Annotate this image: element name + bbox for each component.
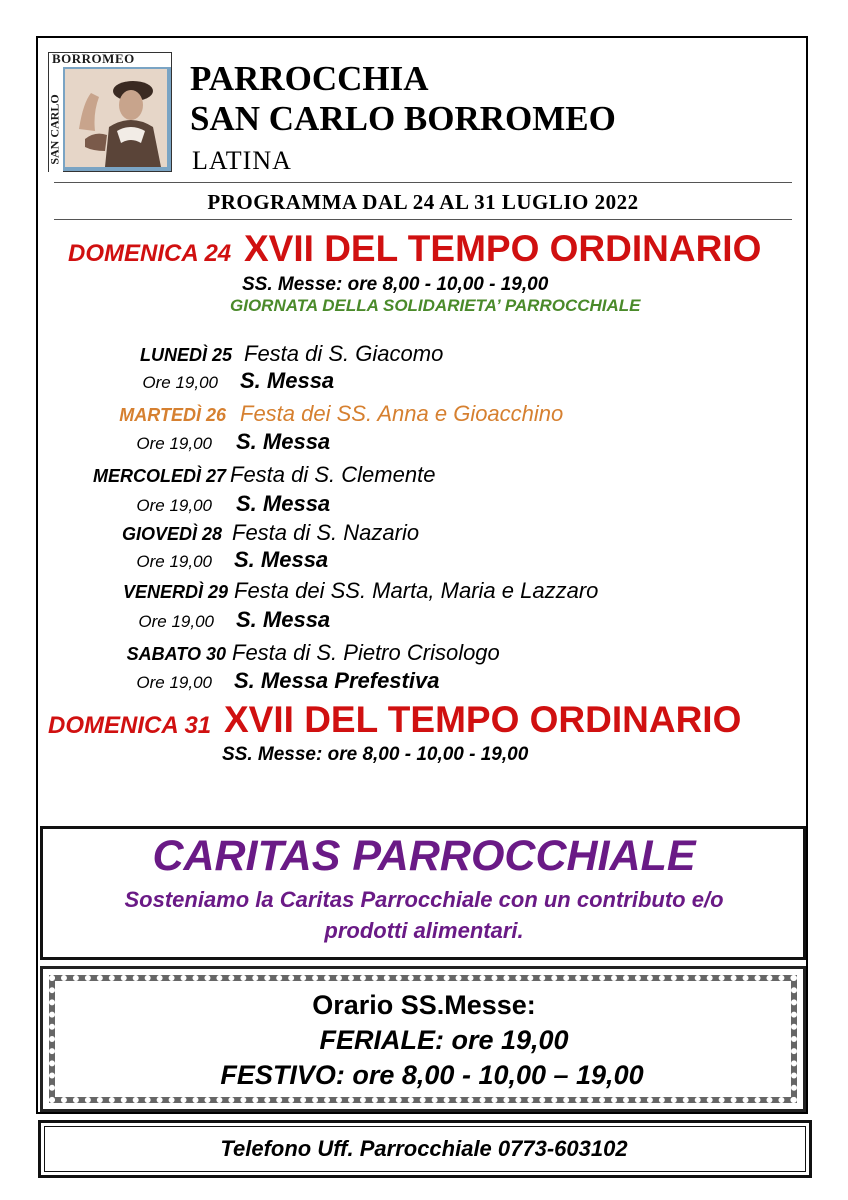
mass-time: Ore 19,00	[136, 552, 212, 571]
saint-portrait-drawing	[65, 69, 167, 167]
logo-word-side: SAN CARLO	[47, 94, 62, 165]
day-label: SABATO 30	[126, 644, 226, 664]
sunday-31-title: XVII DEL TEMPO ORDINARIO	[224, 699, 742, 740]
schedule-holiday: FESTIVO: ore 8,00 - 10,00 – 19,00	[220, 1060, 644, 1090]
sunday-31-masses: SS. Messe: ore 8,00 - 10,00 - 19,00	[222, 744, 529, 765]
schedule-weekday: FERIALE: ore 19,00	[319, 1025, 569, 1055]
caritas-text	[60, 884, 788, 946]
feast-name: Festa di S. Pietro Crisologo	[232, 640, 500, 665]
solidarity-day-note: GIORNATA DELLA SOLIDARIETA’ PARROCCHIALE	[230, 296, 641, 315]
header-city: LATINA	[192, 146, 292, 175]
header-parish-name: SAN CARLO BORROMEO	[190, 99, 616, 138]
mass-time: Ore 19,00	[136, 434, 212, 453]
day-label: VENERDÌ 29	[122, 582, 228, 602]
saint-portrait	[65, 69, 167, 167]
sunday-31-day: DOMENICA 31	[48, 712, 212, 739]
mass-time: Ore 19,00	[138, 612, 214, 631]
mass-time: Ore 19,00	[142, 373, 218, 392]
mass-time: Ore 19,00	[136, 673, 212, 692]
divider-bottom	[54, 219, 792, 220]
day-label: MERCOLEDÌ 27	[92, 466, 226, 486]
parish-phone: Telefono Uff. Parrocchiale 0773-603102	[220, 1136, 628, 1161]
mass-label: S. Messa	[236, 429, 331, 454]
mass-label: S. Messa	[236, 607, 331, 632]
feast-name: Festa di S. Nazario	[232, 520, 420, 545]
program-heading: PROGRAMMA DAL 24 AL 31 LUGLIO 2022	[207, 190, 639, 214]
day-label: LUNEDÌ 25	[139, 345, 232, 365]
sunday-24-masses: SS. Messe: ore 8,00 - 10,00 - 19,00	[242, 274, 549, 295]
caritas-title: CARITAS PARROCCHIALE	[152, 832, 696, 880]
feast-name: Festa dei SS. Anna e Gioacchino	[240, 401, 564, 426]
feast-name: Festa di S. Giacomo	[244, 341, 444, 366]
mass-label: S. Messa	[240, 368, 335, 393]
mass-time: Ore 19,00	[136, 496, 212, 515]
feast-name: Festa dei SS. Marta, Maria e Lazzaro	[234, 578, 599, 603]
parish-logo	[48, 52, 172, 172]
sunday-24-title: XVII DEL TEMPO ORDINARIO	[244, 228, 762, 269]
logo-word-top: BORROMEO	[52, 51, 135, 66]
caritas-text-line2: prodotti alimentari.	[324, 918, 524, 943]
mass-label: S. Messa	[234, 547, 329, 572]
sunday-24-day: DOMENICA 24	[68, 240, 232, 267]
mass-label: S. Messa Prefestiva	[234, 668, 440, 693]
day-label: MARTEDÌ 26	[119, 405, 226, 425]
header-parish: PARROCCHIA	[190, 59, 429, 98]
mass-label: S. Messa	[236, 491, 331, 516]
caritas-text-line1: Sosteniamo la Caritas Parrocchiale con un contributo e/o	[124, 887, 724, 912]
divider-top	[54, 182, 792, 183]
schedule-title: Orario SS.Messe:	[312, 990, 536, 1020]
day-label: GIOVEDÌ 28	[121, 524, 222, 544]
feast-name: Festa di S. Clemente	[230, 462, 436, 487]
